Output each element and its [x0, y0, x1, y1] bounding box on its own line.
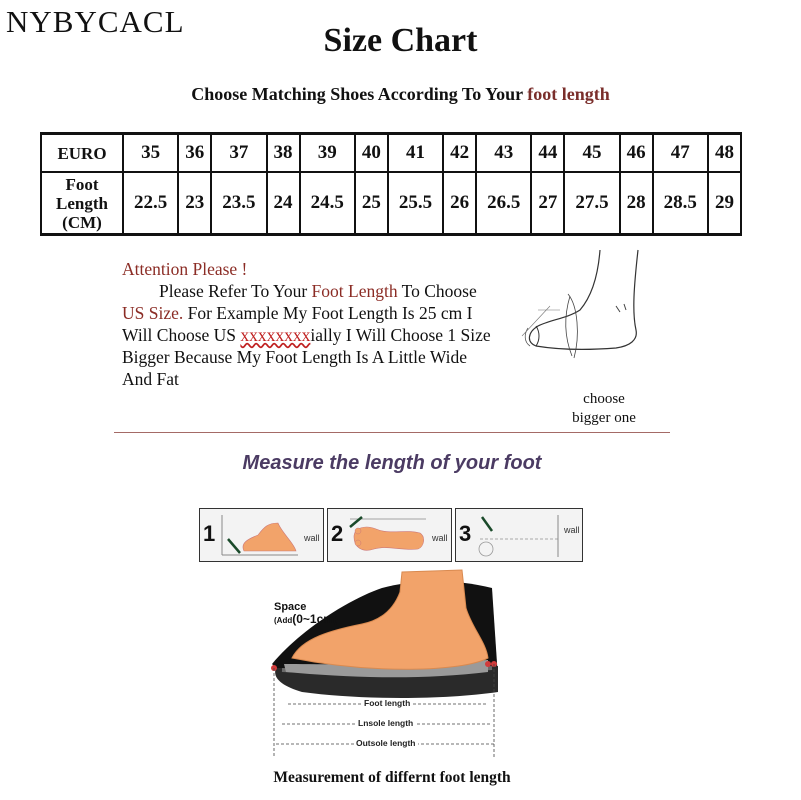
measure-title: Measure the length of your foot [242, 452, 542, 474]
attention-text: Will Choose US [122, 325, 237, 345]
step-2 [327, 508, 452, 562]
foot-length-cell: 23.5 [211, 172, 266, 235]
insole-length-label: Lnsole length [358, 718, 414, 728]
caption: Measurement of differnt foot length [273, 769, 511, 786]
measure-steps [199, 508, 583, 562]
euro-size-cell: 43 [476, 134, 531, 173]
brand-logo: NYBYCACL [6, 4, 185, 39]
euro-size-cell: 42 [443, 134, 476, 173]
euro-size-cell: 36 [178, 134, 211, 173]
wall-label: wall [564, 525, 580, 535]
step-3 [455, 508, 583, 562]
euro-size-cell: 46 [620, 134, 653, 173]
foot-length-cell: 27 [531, 172, 564, 235]
foot-length-cell: 22.5 [123, 172, 178, 235]
divider [114, 432, 670, 433]
attention-line: Bigger Because My Foot Length Is A Little Wide [122, 347, 468, 367]
space-text: Space [274, 601, 307, 613]
length-header-line: (CM) [62, 212, 102, 232]
foot-length-cell: 27.5 [564, 172, 619, 235]
foot-length-cell: 26.5 [476, 172, 531, 235]
euro-size-cell: 44 [531, 134, 564, 173]
subtitle [0, 84, 801, 105]
space-label [274, 601, 338, 627]
attention-text: For Example My Foot Length Is 25 cm I [187, 303, 473, 323]
attention-line [122, 280, 530, 302]
choose-note-line: choose [583, 391, 625, 407]
add-value: (0~1cm) [292, 612, 338, 626]
euro-size-cell: 47 [653, 134, 708, 173]
euro-size-cell: 40 [355, 134, 388, 173]
foot-length-cell: 28.5 [653, 172, 708, 235]
step-1 [199, 508, 324, 562]
euro-size-cell: 48 [708, 134, 741, 173]
euro-size-cell: 41 [388, 134, 443, 173]
attention-text: To Choose [401, 281, 477, 301]
page-title: Size Chart [323, 22, 478, 59]
attention-text: Please Refer To Your [159, 281, 308, 301]
length-row [41, 172, 741, 235]
foot-length-cell: 28 [620, 172, 653, 235]
wall-label: wall [432, 533, 448, 543]
foot-on-floor-icon [218, 513, 300, 559]
attention-heading: Attention Please ! [122, 259, 248, 279]
size-table [40, 132, 742, 236]
choose-bigger-note [556, 390, 652, 428]
outsole-length-label: Outsole length [356, 738, 416, 748]
euro-size-cell: 45 [564, 134, 619, 173]
foot-length-cell: 29 [708, 172, 741, 235]
attention-highlight: US Size. [122, 303, 184, 323]
subtitle-highlight: foot length [527, 84, 610, 104]
attention-line [122, 302, 530, 324]
euro-size-cell: 37 [211, 134, 266, 173]
step-number: 1 [203, 521, 216, 546]
length-header-line: Length [56, 193, 108, 213]
euro-size-cell: 39 [300, 134, 355, 173]
attention-line: And Fat [122, 369, 179, 389]
attention-note [122, 258, 530, 390]
euro-size-cell: 38 [267, 134, 300, 173]
subtitle-text: Choose Matching Shoes According To Your [191, 84, 523, 104]
euro-size-cell: 35 [123, 134, 178, 173]
foot-length-cell: 24 [267, 172, 300, 235]
attention-text: ially I Will Choose 1 Size [310, 325, 491, 345]
wall-label: wall [304, 533, 320, 543]
length-header-line: Foot [65, 174, 99, 194]
attention-line [122, 324, 530, 346]
foot-length-label: Foot length [364, 698, 411, 708]
add-text: (Add [274, 616, 293, 625]
attention-misspelled: xxxxxxxx [240, 325, 311, 345]
foot-length-cell: 25.5 [388, 172, 443, 235]
ruler-measure-icon [474, 513, 560, 559]
foot-length-cell: 24.5 [300, 172, 355, 235]
attention-highlight: Foot Length [311, 281, 398, 301]
foot-length-cell: 26 [443, 172, 476, 235]
euro-header: EURO [41, 134, 123, 173]
choose-note-line: bigger one [572, 410, 636, 426]
step-number: 3 [459, 521, 472, 546]
step-number: 2 [331, 521, 344, 546]
foot-side-sketch [520, 246, 650, 376]
foot-top-view-icon [346, 513, 428, 559]
length-header [41, 172, 123, 235]
foot-length-cell: 25 [355, 172, 388, 235]
foot-length-cell: 23 [178, 172, 211, 235]
euro-row [41, 134, 741, 173]
